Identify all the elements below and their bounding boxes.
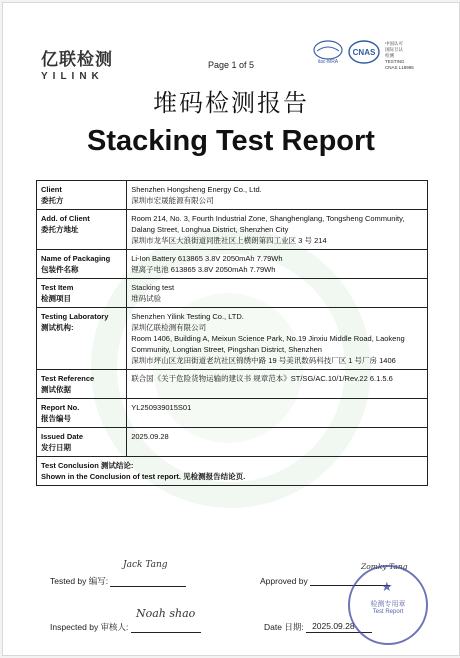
row-label [37, 399, 127, 428]
row-label-en: Test Reference [41, 374, 95, 383]
info-row [37, 399, 428, 428]
row-value [127, 370, 428, 399]
conclusion-line2: Shown in the Conclusion of test report. 见检测报告结论页. [41, 472, 246, 481]
row-value [127, 308, 428, 370]
row-label [37, 210, 127, 250]
row-label [37, 279, 127, 308]
row-value-line: 锂离子电池 613865 3.8V 2050mAh 7.79Wh [131, 265, 276, 274]
row-label [37, 181, 127, 210]
row-value-line: 堆码试验 [131, 294, 162, 303]
cnas-line1: 中国认可 [385, 41, 403, 46]
row-value-line: Stacking test [131, 283, 175, 292]
row-value-line: Shenzhen Yilink Testing Co., LTD. [131, 312, 244, 321]
inspected-signature: Noah shao [136, 607, 196, 620]
info-row [37, 428, 428, 457]
info-row [37, 370, 428, 399]
info-row [37, 181, 428, 210]
info-row [37, 308, 428, 370]
row-value [127, 181, 428, 210]
row-label-en: Client [41, 185, 62, 194]
row-label-en: Test Item [41, 283, 74, 292]
row-label-en: Add. of Client [41, 214, 90, 223]
cnas-logo [347, 39, 381, 65]
row-label-cn: 报告编号 [41, 414, 71, 423]
row-value [127, 210, 428, 250]
row-label [37, 370, 127, 399]
row-label [37, 308, 127, 370]
conclusion-line1: Test Conclusion 测试结论: [41, 461, 134, 470]
inspected-label: Inspected by 审核人: [50, 622, 129, 632]
row-value [127, 250, 428, 279]
stamp-text1: 检测专用章 [370, 601, 406, 608]
tested-signature: Jack Tang [123, 560, 168, 570]
report-page [2, 2, 460, 656]
row-label [37, 428, 127, 457]
inspected-by [50, 621, 201, 633]
date-label: Date 日期: [264, 622, 304, 632]
info-row [37, 250, 428, 279]
row-label-cn: 委托方地址 [41, 225, 79, 234]
page-number: Page 1 of 5 [207, 60, 255, 70]
row-value-line: 2025.09.28 [131, 432, 169, 441]
cnas-text: CNAS [352, 48, 376, 57]
row-label-cn: 发行日期 [41, 443, 71, 452]
tested-by [50, 575, 186, 587]
conclusion-row [37, 457, 428, 486]
row-value-line: Li-Ion Battery 613865 3.8V 2050mAh 7.79Wh [131, 254, 283, 263]
row-value-line: Community, Longtian Street, Pingshan District, Shenzhen [131, 345, 322, 354]
row-label-en: Name of Packaging [41, 254, 111, 263]
row-value-line: 深圳亿联检测有限公司 [131, 323, 207, 332]
ilac-mra-logo [309, 39, 347, 65]
report-info-table [36, 180, 428, 486]
row-value-line: Room 214, No. 3, Fourth Industrial Zone, Shanghenglang, Tongsheng Community, [131, 214, 405, 223]
row-value [127, 399, 428, 428]
cnas-line4: TESTING [385, 59, 405, 64]
row-label [37, 250, 127, 279]
row-label-en: Issued Date [41, 432, 84, 441]
cnas-line5: CNAS L18995 [385, 65, 414, 70]
ilac-text: ilac-MRA [317, 59, 339, 65]
row-value [127, 428, 428, 457]
logo-en: YILINK [41, 71, 104, 82]
row-label-cn: 检测项目 [41, 294, 71, 303]
title-en: Stacking Test Report [87, 125, 375, 157]
row-value-line: Room 1406, Building A, Meixun Science Park, No.19 Jinxiu Middle Road, Laokeng [131, 334, 405, 343]
row-value-line: 深圳市宏晟能源有限公司 [131, 196, 214, 205]
cnas-caption [385, 41, 414, 71]
row-value-line: 深圳市龙华区大浪街道同胜社区上横朗第四工业区 3 号 214 [131, 236, 327, 245]
row-label-cn: 包装件名称 [41, 265, 79, 274]
inspected-line [131, 622, 201, 633]
stamp-text2: Test Report [372, 609, 404, 615]
tested-label: Tested by 编写: [50, 576, 109, 586]
row-label-cn: 测试机构: [41, 323, 74, 332]
info-row [37, 279, 428, 308]
date-value: 2025.09.28 [312, 621, 355, 631]
row-value-line: 深圳市坪山区龙田街道老坑社区锦绣中路 19 号美讯数码科技厂区 1 号厂房 1406 [131, 356, 396, 365]
row-value-line: Dalang Street, Longhua District, Shenzhen City [131, 225, 289, 234]
approved-signature: Zomky Tang [361, 562, 408, 571]
cnas-line3: 检测 [385, 53, 394, 58]
row-label-cn: 委托方 [41, 196, 64, 205]
row-label-en: Testing Laboratory [41, 312, 109, 321]
row-value [127, 279, 428, 308]
row-label-cn: 测试依据 [41, 385, 71, 394]
info-row [37, 210, 428, 250]
row-value-line: YL250939015S01 [131, 403, 192, 412]
tested-line [110, 576, 186, 587]
company-stamp [348, 565, 428, 645]
title-cn: 堆码检测报告 [153, 89, 309, 117]
approved-label: Approved by [260, 576, 308, 586]
stamp-star-icon: ★ [381, 579, 393, 594]
row-label-en: Report No. [41, 403, 80, 412]
logo-cn: 亿联检测 [41, 50, 113, 69]
cnas-line2: 国际互认 [385, 47, 403, 52]
row-value-line: 联合国《关于危险货物运输的建议书 规章范本》ST/SG/AC.10/1/Rev.22 6.1.5.6 [131, 374, 393, 383]
row-value-line: Shenzhen Hongsheng Energy Co., Ltd. [131, 185, 262, 194]
